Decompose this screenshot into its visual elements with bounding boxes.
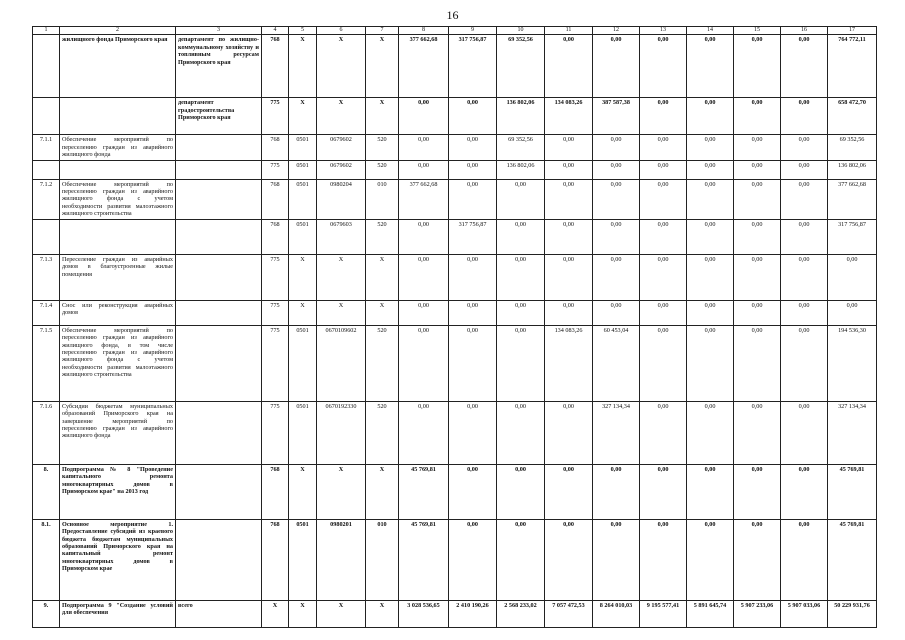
- cell-value: 768: [262, 35, 289, 98]
- row-title: [60, 219, 176, 254]
- row-title: Обеспечение мероприятий по переселению граждан из аварийного жилищного фонда с учетом необходимости развития малоэтажного жилищного строительства: [60, 179, 176, 219]
- cell-value: 0,00: [640, 401, 687, 464]
- cell-value: 0,00: [781, 464, 828, 519]
- cell-value: 0,00: [449, 135, 497, 160]
- cell-value: 0,00: [449, 401, 497, 464]
- cell-value: 768: [262, 179, 289, 219]
- cell-value: 0,00: [545, 179, 593, 219]
- row-number: 7.1.6: [33, 401, 60, 464]
- table-row: [33, 401, 877, 464]
- row-number: 7.1.1: [33, 135, 60, 160]
- cell-value: 0501: [289, 219, 317, 254]
- cell-value: 0,00: [687, 464, 734, 519]
- cell-value: 45 769,81: [399, 519, 449, 600]
- row-executor: департамент градостроительства Приморского края: [176, 98, 262, 135]
- row-number: 7.1.4: [33, 300, 60, 325]
- table-row: [33, 325, 877, 401]
- row-title: жилищного фонда Приморского края: [60, 35, 176, 98]
- cell-value: Х: [262, 600, 289, 627]
- row-executor: [176, 325, 262, 401]
- cell-value: 764 772,11: [828, 35, 877, 98]
- cell-value: 3 028 536,65: [399, 600, 449, 627]
- header-cell: 12: [593, 27, 640, 35]
- row-number: 9.: [33, 600, 60, 627]
- header-cell: 14: [687, 27, 734, 35]
- cell-value: Х: [289, 600, 317, 627]
- cell-value: 0,00: [781, 254, 828, 300]
- cell-value: 0,00: [545, 135, 593, 160]
- cell-value: 0,00: [399, 135, 449, 160]
- header-cell: 2: [60, 27, 176, 35]
- cell-value: 0,00: [687, 401, 734, 464]
- cell-value: 0679603: [317, 219, 366, 254]
- cell-value: 60 453,04: [593, 325, 640, 401]
- cell-value: 0,00: [828, 254, 877, 300]
- cell-value: 0,00: [399, 401, 449, 464]
- cell-value: 5 907 033,06: [781, 600, 828, 627]
- row-number: 8.: [33, 464, 60, 519]
- table-row: [33, 600, 877, 627]
- cell-value: 0,00: [781, 35, 828, 98]
- cell-value: 0,00: [687, 519, 734, 600]
- cell-value: 010: [366, 179, 399, 219]
- cell-value: 0,00: [781, 219, 828, 254]
- cell-value: 0,00: [687, 160, 734, 179]
- cell-value: 0,00: [399, 325, 449, 401]
- cell-value: Х: [366, 600, 399, 627]
- header-cell: 9: [449, 27, 497, 35]
- cell-value: 0,00: [640, 98, 687, 135]
- cell-value: Х: [366, 98, 399, 135]
- cell-value: 377 662,68: [399, 35, 449, 98]
- cell-value: 45 769,81: [828, 519, 877, 600]
- cell-value: 0,00: [734, 300, 781, 325]
- cell-value: 0,00: [781, 401, 828, 464]
- table-row: [33, 519, 877, 600]
- cell-value: 0,00: [640, 135, 687, 160]
- cell-value: 0,00: [545, 219, 593, 254]
- row-title: Подпрограмма № 8 "Проведение капитального ремонта многоквартирных домов в Приморском крае" на 2013 год: [60, 464, 176, 519]
- header-cell: 5: [289, 27, 317, 35]
- cell-value: 0,00: [640, 179, 687, 219]
- cell-value: 520: [366, 219, 399, 254]
- row-title: Субсидии бюджетам муниципальных образований Приморского края на завершение мероприятий по переселению граждан из аварийного жилищного фонда: [60, 401, 176, 464]
- cell-value: Х: [366, 300, 399, 325]
- row-title: Обеспечение мероприятий по переселению граждан из аварийного жилищного фонда: [60, 135, 176, 160]
- cell-value: 0,00: [399, 98, 449, 135]
- cell-value: Х: [289, 35, 317, 98]
- cell-value: 0,00: [781, 135, 828, 160]
- cell-value: 0,00: [687, 98, 734, 135]
- header-cell: 10: [497, 27, 545, 35]
- row-number: 7.1.3: [33, 254, 60, 300]
- table-row: [33, 135, 877, 160]
- cell-value: 0,00: [593, 300, 640, 325]
- cell-value: 0679602: [317, 135, 366, 160]
- header-cell: 16: [781, 27, 828, 35]
- cell-value: 0,00: [399, 300, 449, 325]
- cell-value: 0,00: [449, 519, 497, 600]
- header-cell: 1: [33, 27, 60, 35]
- cell-value: 136 802,06: [828, 160, 877, 179]
- cell-value: 0,00: [497, 464, 545, 519]
- row-executor: [176, 179, 262, 219]
- cell-value: 327 134,34: [593, 401, 640, 464]
- cell-value: 387 587,38: [593, 98, 640, 135]
- cell-value: 8 264 010,03: [593, 600, 640, 627]
- cell-value: 0,00: [497, 179, 545, 219]
- cell-value: 0,00: [497, 401, 545, 464]
- cell-value: 768: [262, 464, 289, 519]
- cell-value: 0,00: [734, 98, 781, 135]
- cell-value: 775: [262, 160, 289, 179]
- header-cell: 15: [734, 27, 781, 35]
- cell-value: 50 229 931,76: [828, 600, 877, 627]
- cell-value: 69 352,56: [828, 135, 877, 160]
- cell-value: 0,00: [828, 300, 877, 325]
- table-row: [33, 254, 877, 300]
- table-row: [33, 300, 877, 325]
- cell-value: Х: [289, 98, 317, 135]
- cell-value: 0,00: [687, 300, 734, 325]
- cell-value: Х: [317, 300, 366, 325]
- cell-value: 0,00: [734, 160, 781, 179]
- table-row: [33, 179, 877, 219]
- cell-value: 0,00: [687, 254, 734, 300]
- header-cell: 7: [366, 27, 399, 35]
- cell-value: 136 802,06: [497, 160, 545, 179]
- cell-value: 194 536,30: [828, 325, 877, 401]
- cell-value: 0501: [289, 519, 317, 600]
- cell-value: Х: [317, 35, 366, 98]
- row-executor: всего: [176, 600, 262, 627]
- cell-value: 0,00: [449, 160, 497, 179]
- cell-value: 775: [262, 98, 289, 135]
- row-number: 7.1.5: [33, 325, 60, 401]
- cell-value: 0679602: [317, 160, 366, 179]
- row-title: Переселение граждан из аварийных домов в благоустроенные жилые помещения: [60, 254, 176, 300]
- cell-value: 9 195 577,41: [640, 600, 687, 627]
- header-cell: 6: [317, 27, 366, 35]
- cell-value: 775: [262, 401, 289, 464]
- row-executor: департамент по жилищно-коммунальному хозяйству и топливным ресурсам Приморского края: [176, 35, 262, 98]
- cell-value: 0501: [289, 401, 317, 464]
- cell-value: 0,00: [449, 325, 497, 401]
- cell-value: 377 662,68: [399, 179, 449, 219]
- cell-value: 69 352,56: [497, 35, 545, 98]
- cell-value: 0,00: [687, 219, 734, 254]
- row-executor: [176, 401, 262, 464]
- cell-value: 0,00: [640, 519, 687, 600]
- cell-value: 0,00: [593, 219, 640, 254]
- table-row: [33, 464, 877, 519]
- cell-value: 2 410 190,26: [449, 600, 497, 627]
- row-number: 7.1.2: [33, 179, 60, 219]
- row-executor: [176, 219, 262, 254]
- cell-value: 0,00: [497, 254, 545, 300]
- cell-value: 0,00: [734, 35, 781, 98]
- cell-value: Х: [289, 254, 317, 300]
- header-cell: 11: [545, 27, 593, 35]
- cell-value: 0,00: [781, 325, 828, 401]
- cell-value: 0,00: [734, 464, 781, 519]
- table-row: [33, 160, 877, 179]
- cell-value: 010: [366, 519, 399, 600]
- cell-value: 0,00: [545, 160, 593, 179]
- cell-value: 0501: [289, 160, 317, 179]
- cell-value: 0,00: [734, 179, 781, 219]
- cell-value: 0,00: [734, 401, 781, 464]
- cell-value: 0670192330: [317, 401, 366, 464]
- cell-value: 520: [366, 160, 399, 179]
- cell-value: Х: [289, 300, 317, 325]
- cell-value: 0,00: [640, 464, 687, 519]
- cell-value: 377 662,68: [828, 179, 877, 219]
- cell-value: 520: [366, 135, 399, 160]
- cell-value: 0,00: [593, 135, 640, 160]
- cell-value: 0,00: [734, 219, 781, 254]
- cell-value: 0,00: [449, 179, 497, 219]
- cell-value: Х: [317, 254, 366, 300]
- row-executor: [176, 160, 262, 179]
- cell-value: 0,00: [399, 160, 449, 179]
- cell-value: 0,00: [545, 401, 593, 464]
- cell-value: 7 057 472,53: [545, 600, 593, 627]
- header-cell: 8: [399, 27, 449, 35]
- cell-value: 775: [262, 325, 289, 401]
- cell-value: 0980204: [317, 179, 366, 219]
- cell-value: 0,00: [734, 325, 781, 401]
- row-executor: [176, 135, 262, 160]
- cell-value: 775: [262, 300, 289, 325]
- cell-value: 768: [262, 519, 289, 600]
- cell-value: 0,00: [640, 160, 687, 179]
- cell-value: 0,00: [449, 254, 497, 300]
- header-cell: 17: [828, 27, 877, 35]
- row-title: Подпрограмма 9 "Создание условий для обеспечения: [60, 600, 176, 627]
- row-executor: [176, 300, 262, 325]
- cell-value: 0501: [289, 179, 317, 219]
- table-body: [33, 27, 877, 628]
- cell-value: 0670109602: [317, 325, 366, 401]
- cell-value: 134 083,26: [545, 325, 593, 401]
- table-row: [33, 219, 877, 254]
- cell-value: 0,00: [545, 300, 593, 325]
- row-number: [33, 98, 60, 135]
- row-title: Обеспечение мероприятий по переселению граждан из аварийного жилищного фонда, в том числе переселению граждан из аварийного жилищного фонда с учетом необходимости развития малоэтажного жилищного строительства: [60, 325, 176, 401]
- cell-value: 0,00: [640, 300, 687, 325]
- budget-table: [32, 26, 877, 628]
- cell-value: 0,00: [687, 179, 734, 219]
- cell-value: 136 802,06: [497, 98, 545, 135]
- cell-value: 0,00: [781, 519, 828, 600]
- row-title: [60, 160, 176, 179]
- cell-value: 0,00: [399, 254, 449, 300]
- cell-value: 0,00: [640, 35, 687, 98]
- table-row: [33, 35, 877, 98]
- row-number: [33, 219, 60, 254]
- cell-value: 0980201: [317, 519, 366, 600]
- cell-value: 0,00: [545, 254, 593, 300]
- row-number: 8.1.: [33, 519, 60, 600]
- cell-value: 520: [366, 325, 399, 401]
- page-number: 16: [446, 8, 459, 22]
- cell-value: 0,00: [497, 300, 545, 325]
- cell-value: 0,00: [593, 35, 640, 98]
- cell-value: 0,00: [593, 160, 640, 179]
- cell-value: 0,00: [734, 519, 781, 600]
- cell-value: 0,00: [640, 254, 687, 300]
- cell-value: 317 756,87: [449, 219, 497, 254]
- cell-value: Х: [317, 464, 366, 519]
- cell-value: 0,00: [497, 219, 545, 254]
- cell-value: 0,00: [734, 254, 781, 300]
- cell-value: 520: [366, 401, 399, 464]
- cell-value: 0,00: [399, 219, 449, 254]
- cell-value: 0,00: [593, 254, 640, 300]
- cell-value: 0,00: [545, 464, 593, 519]
- cell-value: 0,00: [781, 300, 828, 325]
- cell-value: 0,00: [687, 135, 734, 160]
- cell-value: 0,00: [593, 179, 640, 219]
- table-row: [33, 98, 877, 135]
- header-row: [33, 27, 877, 35]
- cell-value: 775: [262, 254, 289, 300]
- cell-value: 0,00: [640, 325, 687, 401]
- row-executor: [176, 464, 262, 519]
- cell-value: 0,00: [687, 35, 734, 98]
- cell-value: 0,00: [640, 219, 687, 254]
- row-number: [33, 160, 60, 179]
- cell-value: 5 891 645,74: [687, 600, 734, 627]
- cell-value: Х: [366, 464, 399, 519]
- cell-value: Х: [366, 254, 399, 300]
- cell-value: 0,00: [781, 98, 828, 135]
- row-number: [33, 35, 60, 98]
- header-cell: 3: [176, 27, 262, 35]
- cell-value: 0501: [289, 325, 317, 401]
- cell-value: 0,00: [734, 135, 781, 160]
- cell-value: Х: [317, 98, 366, 135]
- cell-value: 317 756,87: [449, 35, 497, 98]
- cell-value: 317 756,87: [828, 219, 877, 254]
- cell-value: 768: [262, 219, 289, 254]
- cell-value: 134 083,26: [545, 98, 593, 135]
- cell-value: 69 352,56: [497, 135, 545, 160]
- row-executor: [176, 254, 262, 300]
- cell-value: 0,00: [593, 519, 640, 600]
- cell-value: 658 472,70: [828, 98, 877, 135]
- cell-value: 45 769,81: [399, 464, 449, 519]
- cell-value: 2 568 233,02: [497, 600, 545, 627]
- cell-value: 0501: [289, 135, 317, 160]
- cell-value: 0,00: [781, 160, 828, 179]
- cell-value: Х: [317, 600, 366, 627]
- cell-value: 0,00: [593, 464, 640, 519]
- cell-value: Х: [366, 35, 399, 98]
- cell-value: 0,00: [687, 325, 734, 401]
- cell-value: 768: [262, 135, 289, 160]
- cell-value: 0,00: [449, 98, 497, 135]
- cell-value: 5 907 233,06: [734, 600, 781, 627]
- cell-value: 0,00: [449, 464, 497, 519]
- cell-value: 0,00: [781, 179, 828, 219]
- cell-value: 0,00: [497, 519, 545, 600]
- row-title: [60, 98, 176, 135]
- row-title: Снос или реконструкция аварийных домов: [60, 300, 176, 325]
- cell-value: Х: [289, 464, 317, 519]
- header-cell: 4: [262, 27, 289, 35]
- cell-value: 0,00: [545, 519, 593, 600]
- cell-value: 0,00: [449, 300, 497, 325]
- row-executor: [176, 519, 262, 600]
- cell-value: 45 769,81: [828, 464, 877, 519]
- cell-value: 327 134,34: [828, 401, 877, 464]
- row-title: Основное мероприятие 1. Предоставление субсидий из краевого бюджета бюджетам муниципальных образований Приморского края на капитальный ремонт многоквартирных домов в Приморском крае: [60, 519, 176, 600]
- cell-value: 0,00: [545, 35, 593, 98]
- header-cell: 13: [640, 27, 687, 35]
- cell-value: 0,00: [497, 325, 545, 401]
